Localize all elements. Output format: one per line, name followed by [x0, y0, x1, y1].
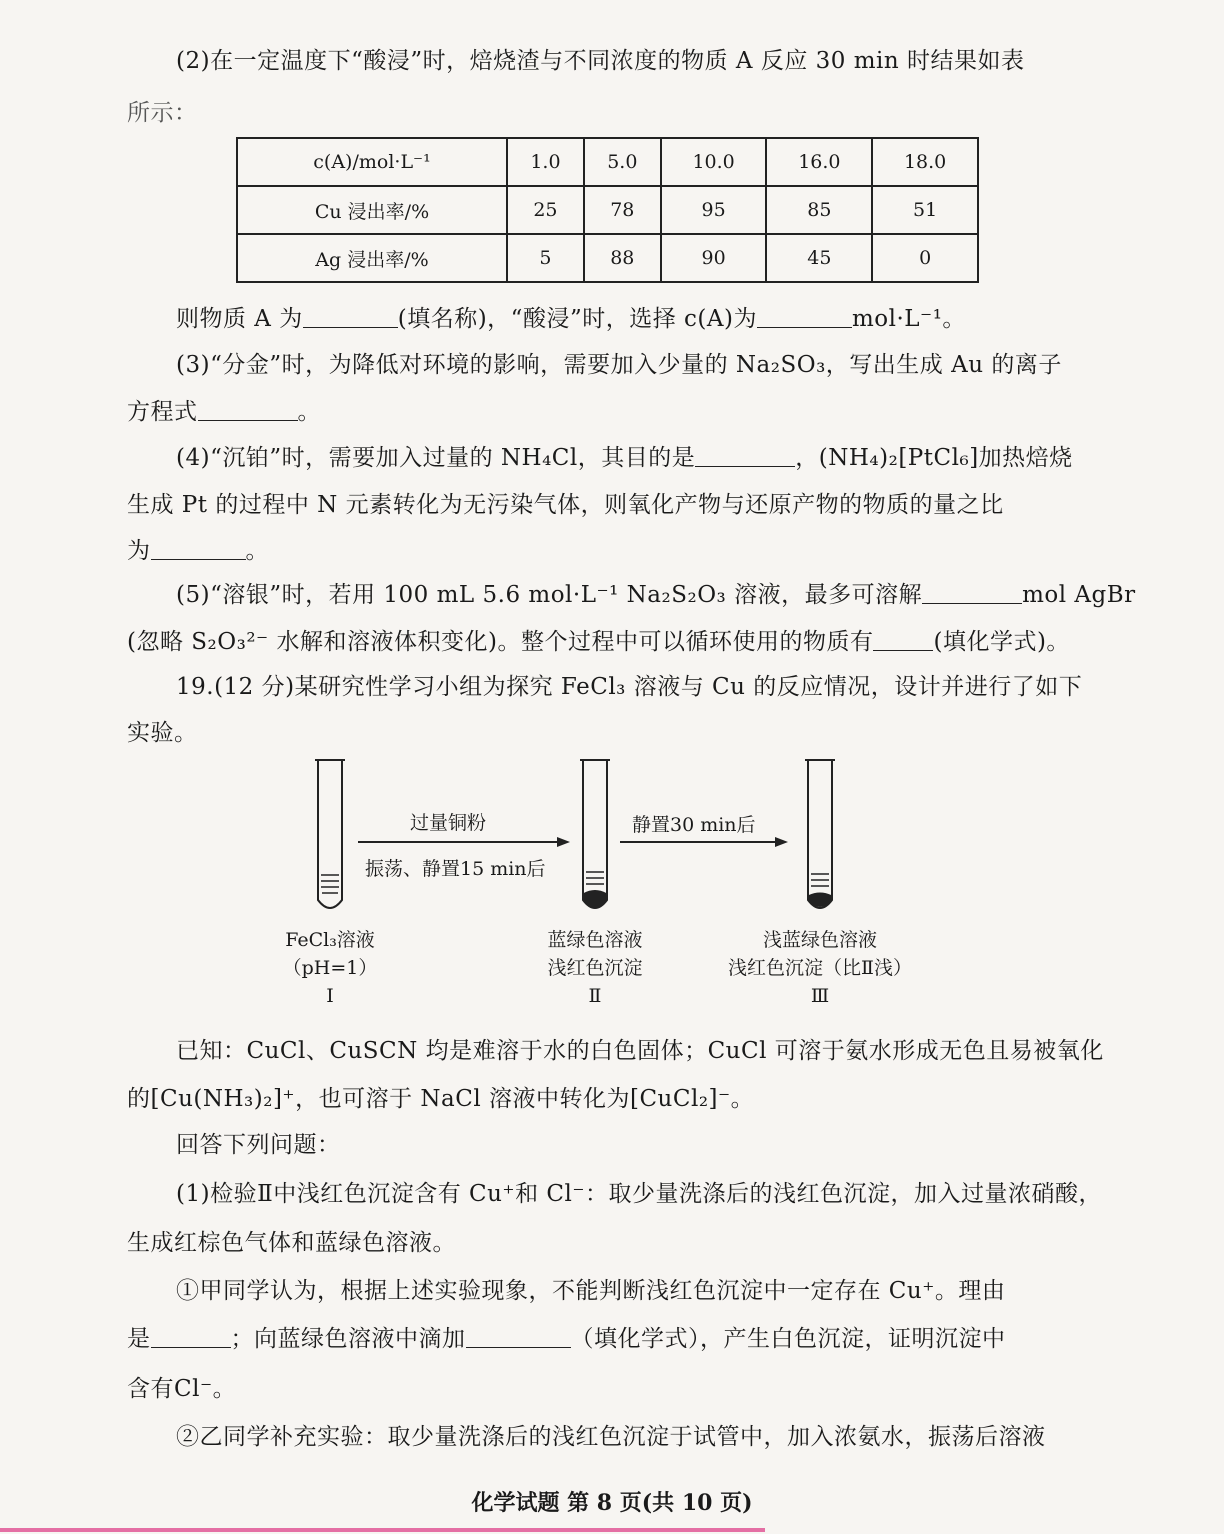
page-footer: 化学试题 第 8 页(共 10 页) [471, 1490, 753, 1516]
table-cell: 51 [872, 186, 978, 234]
tube-3-precipitate: 浅红色沉淀（比Ⅱ浅） [728, 957, 912, 979]
tube-2-numeral: Ⅱ [588, 985, 602, 1007]
table-cell: Ag 浸出率/% [237, 234, 507, 282]
q19-1-sub2: ②乙同学补充实验：取少量洗涤后的浅红色沉淀于试管中，加入浓氨水，振荡后溶液 [176, 1424, 1046, 1450]
arrow-1-top-label: 过量铜粉 [410, 812, 487, 834]
table-cell: Cu 浸出率/% [237, 186, 507, 234]
answer-blank[interactable] [922, 583, 1022, 604]
q2-intro-cont: 所示： [127, 100, 198, 126]
text: (填名称)，“酸浸”时，选择 c(A)为 [397, 306, 757, 332]
answer-blank[interactable] [466, 1327, 571, 1348]
tube-3-label [710, 926, 930, 1010]
table-cell: 78 [584, 186, 661, 234]
text: 。 [245, 538, 269, 564]
table-cell: 16.0 [766, 138, 872, 186]
text: mol AgBr [1022, 582, 1136, 608]
text: ；向蓝绿色溶液中滴加 [230, 1326, 466, 1352]
answer-blank[interactable] [303, 307, 398, 328]
text: (4)“沉铂”时，需要加入过量的 NH₄Cl，其目的是 [176, 445, 696, 471]
table-cell: 85 [766, 186, 872, 234]
text: (5)“溶银”时，若用 100 mL 5.6 mol·L⁻¹ Na₂S₂O₃ 溶液，最多可溶解 [176, 582, 923, 608]
table-cell: 25 [507, 186, 584, 234]
answer-blank[interactable] [151, 1327, 231, 1348]
answer-blank[interactable] [151, 539, 246, 560]
q3-line: (3)“分金”时，为降低对环境的影响，需要加入少量的 Na₂SO₃，写出生成 Au 的离子 [176, 352, 1062, 378]
tube-2-label [525, 926, 665, 1010]
answer-blank[interactable] [198, 400, 298, 421]
table-cell: 5 [507, 234, 584, 282]
arrow-1-icon [358, 837, 570, 847]
known-info-cont: 的[Cu(NH₃)₂]⁺，也可溶于 NaCl 溶液中转化为[CuCl₂]⁻。 [127, 1086, 755, 1112]
arrow-1-bottom-label: 振荡、静置15 min后 [365, 858, 546, 880]
q4-line [176, 439, 1073, 472]
q4-answer-line [127, 532, 269, 565]
tube-1-numeral: Ⅰ [326, 985, 334, 1007]
test-tube-2-icon [580, 760, 610, 908]
q4-line-2: 生成 Pt 的过程中 N 元素转化为无污染气体，则氧化产物与还原产物的物质的量之比 [127, 492, 1004, 518]
tube-2-precipitate: 浅红色沉淀 [547, 957, 643, 979]
experiment-diagram [270, 750, 970, 1010]
text: ，(NH₄)₂[PtCl₆]加热焙烧 [795, 445, 1073, 471]
text: mol·L⁻¹。 [851, 306, 966, 332]
tube-1-ph: （pH=1） [282, 957, 378, 979]
q19-intro-cont: 实验。 [127, 720, 198, 746]
arrow-2-top-label: 静置30 min后 [632, 814, 756, 836]
text: （填化学式），产生白色沉淀，证明沉淀中 [570, 1326, 1006, 1352]
q5-line-2 [127, 623, 1070, 656]
table-cell: 18.0 [872, 138, 978, 186]
table-cell: 1.0 [507, 138, 584, 186]
text: 为 [127, 538, 151, 564]
table-row [237, 234, 978, 282]
text: (填化学式)。 [933, 629, 1070, 655]
tube-1-solution: FeCl₃溶液 [285, 929, 375, 951]
leaching-table [236, 137, 979, 283]
test-tube-1-icon [315, 760, 345, 908]
answer-blank[interactable] [757, 307, 852, 328]
q19-1-sub1: ①甲同学认为，根据上述实验现象，不能判断浅红色沉淀中一定存在 Cu⁺。理由 [176, 1278, 1006, 1304]
table-row [237, 186, 978, 234]
q2-intro: (2)在一定温度下“酸浸”时，焙烧渣与不同浓度的物质 A 反应 30 min 时结果如表 [176, 48, 1025, 74]
table-header-row [237, 138, 978, 186]
known-info: 已知：CuCl、CuSCN 均是难溶于水的白色固体；CuCl 可溶于氨水形成无色且易被氧化 [176, 1038, 1104, 1064]
test-tube-3-icon [805, 760, 835, 908]
q19-1-sub1-answer [127, 1320, 1006, 1353]
tube-1-label [270, 926, 390, 1010]
q2-answer-line [176, 300, 966, 333]
q19-1-line: (1)检验Ⅱ中浅红色沉淀含有 Cu⁺和 Cl⁻：取少量洗涤后的浅红色沉淀，加入过量浓硝酸， [176, 1181, 1102, 1207]
table-cell: c(A)/mol·L⁻¹ [237, 138, 507, 186]
table-cell: 0 [872, 234, 978, 282]
table-cell: 10.0 [661, 138, 767, 186]
tube-3-numeral: Ⅲ [810, 985, 830, 1007]
table-cell: 90 [661, 234, 767, 282]
q19-1-sub1-cont: 含有Cl⁻。 [127, 1376, 237, 1402]
answer-prompt: 回答下列问题： [176, 1132, 341, 1158]
tube-2-solution: 蓝绿色溶液 [547, 929, 643, 951]
text: 。 [297, 399, 321, 425]
text: 则物质 A 为 [176, 306, 303, 332]
highlight-bar [0, 1528, 765, 1532]
text: 是 [127, 1326, 151, 1352]
table-cell: 5.0 [584, 138, 661, 186]
table-cell: 45 [766, 234, 872, 282]
answer-blank[interactable] [695, 446, 795, 467]
arrow-2-icon [620, 837, 788, 847]
table-cell: 95 [661, 186, 767, 234]
tube-3-solution: 浅蓝绿色溶液 [762, 929, 877, 951]
text: 方程式 [127, 399, 198, 425]
q19-1-line-2: 生成红棕色气体和蓝绿色溶液。 [127, 1230, 456, 1256]
q19-intro: 19.(12 分)某研究性学习小组为探究 FeCl₃ 溶液与 Cu 的反应情况，设计并进行了如下 [176, 674, 1083, 700]
answer-blank[interactable] [873, 630, 933, 651]
text: (忽略 S₂O₃²⁻ 水解和溶液体积变化)。整个过程中可以循环使用的物质有 [127, 629, 874, 655]
q5-line [176, 576, 1136, 609]
q3-answer-line [127, 393, 321, 426]
test-tubes-svg [270, 750, 970, 920]
table-cell: 88 [584, 234, 661, 282]
